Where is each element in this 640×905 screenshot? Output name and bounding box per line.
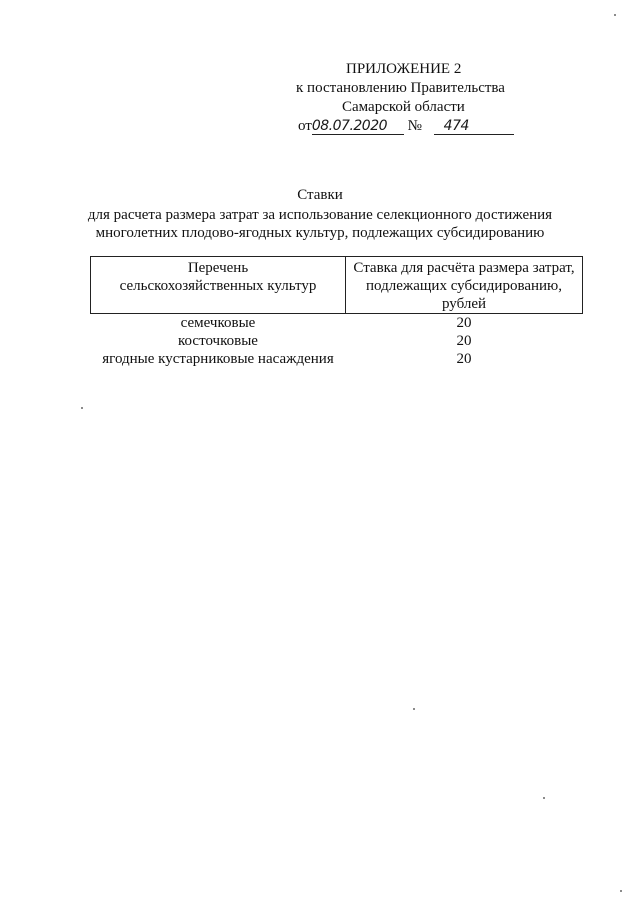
scan-speck <box>413 708 415 710</box>
document-title <box>60 186 580 242</box>
rate-cell: 20 <box>456 333 472 349</box>
crop-cell: семечковые <box>180 315 256 331</box>
appendix-region-line: Самарской области <box>342 99 465 115</box>
appendix-header <box>290 60 520 136</box>
number-field <box>434 118 514 135</box>
appendix-date-number-line <box>290 117 520 136</box>
header-rate <box>346 257 583 314</box>
number-label: № <box>407 118 422 134</box>
appendix-resolution-line: к постановлению Правительства <box>296 80 505 96</box>
from-prefix: от <box>298 118 312 134</box>
title-sub-2: многолетних плодово-ягодных культур, подлежащих субсидированию <box>95 225 545 241</box>
header-rate-line-1: Ставка для расчёта размера затрат, <box>353 260 575 276</box>
title-main: Ставки <box>297 187 343 203</box>
table-row <box>91 332 583 350</box>
header-rate-line-3: рублей <box>441 296 487 312</box>
rate-cell: 20 <box>456 351 472 367</box>
header-crops <box>91 257 346 314</box>
handwritten-number: 474 <box>443 118 469 134</box>
crop-cell: косточковые <box>178 333 258 349</box>
scan-speck <box>81 407 83 409</box>
rate-cell: 20 <box>456 315 472 331</box>
title-sub-1: для расчета размера затрат за использование селекционного достижения <box>87 207 553 223</box>
scan-speck <box>543 797 545 799</box>
scan-speck <box>614 14 616 16</box>
rates-table <box>90 256 583 368</box>
appendix-heading: ПРИЛОЖЕНИЕ 2 <box>346 61 462 77</box>
header-crops-line-1: Перечень <box>187 260 249 276</box>
header-rate-line-2: подлежащих субсидированию, <box>365 278 562 294</box>
table-header-row <box>91 257 583 314</box>
table-row <box>91 314 583 332</box>
table-row <box>91 350 583 368</box>
handwritten-date: 08.07.2020 <box>311 118 388 134</box>
header-crops-line-2: сельскохозяйственных культур <box>119 278 317 294</box>
scan-speck <box>620 890 622 892</box>
date-field <box>312 118 404 135</box>
crop-cell: ягодные кустарниковые насаждения <box>102 351 334 367</box>
